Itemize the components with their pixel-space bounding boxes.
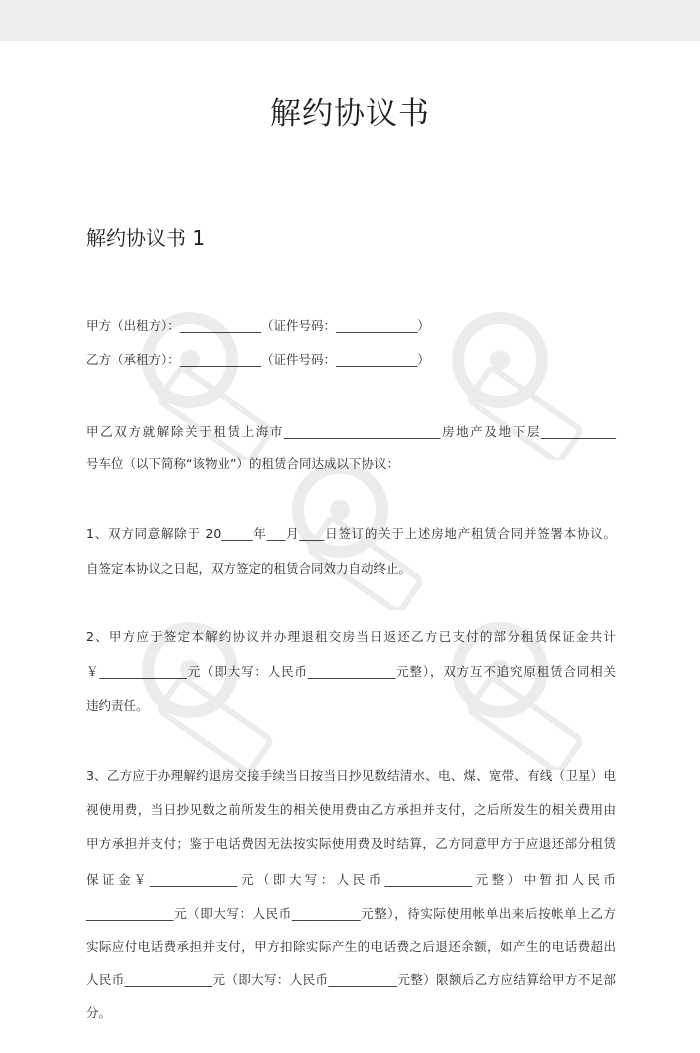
intro-line: 甲乙双方就解除关于租赁上海市_________________________房地产及地下层____________	[86, 424, 616, 439]
clause-1-line: 自签定本协议之日起，双方签定的租赁合同效力自动终止。	[86, 561, 412, 576]
watermark-logo-icon	[430, 600, 600, 770]
clause-3-line: 视使用费，当日抄见数之前所发生的相关使用费由乙方承担并支付，之后所发生的相关费用由	[86, 802, 616, 817]
intro-line: 号车位（以下简称“该物业”）的租赁合同达成以下协议：	[86, 456, 399, 471]
document-title: 解约协议书	[270, 96, 430, 132]
watermark-logo-icon	[120, 600, 290, 770]
top-bar	[0, 0, 700, 41]
clause-3-line: ______________元（即大写：人民币___________元整），待实际使用帐单出来后按帐单上乙方	[86, 906, 616, 921]
clause-1-line: 1、双方同意解除于 20_____年___月____日签订的关于上述房地产租赁合同并签署本协议。	[86, 526, 616, 541]
clause-2-line: ￥______________元（即大写：人民币______________元整），双方互不追究原租赁合同相关	[86, 664, 616, 679]
clause-3-line: 甲方承担并支付；鉴于电话费因无法按实际使用费及时结算，乙方同意甲方于应退还部分租赁	[86, 836, 616, 851]
clause-3-line: 保证金￥______________元（即大写：人民币______________元整）中暂扣人民币	[86, 872, 616, 887]
party-a-line: 甲方（出租方）：_____________（证件号码：_____________）	[86, 318, 430, 333]
clause-3-line: 3、乙方应于办理解约退房交接手续当日按当日抄见数结清水、电、煤、宽带、有线（卫星）电	[86, 768, 616, 783]
clause-3-line: 实际应付电话费承担并支付，甲方扣除实际产生的电话费之后退还余额，如产生的电话费超出	[86, 939, 616, 954]
section-title: 解约协议书 1	[86, 226, 206, 250]
clause-3-line: 分。	[86, 1005, 112, 1020]
clause-2-line: 2、甲方应于签定本解约协议并办理退租交房当日返还乙方已支付的部分租赁保证金共计	[86, 629, 616, 644]
party-b-line: 乙方（承租方）：_____________（证件号码：_____________）	[86, 352, 430, 367]
clause-2-line: 违约责任。	[86, 698, 149, 713]
clause-3-line: 人民币______________元（即大写：人民币___________元整）限额后乙方应结算给甲方不足部	[86, 972, 616, 987]
